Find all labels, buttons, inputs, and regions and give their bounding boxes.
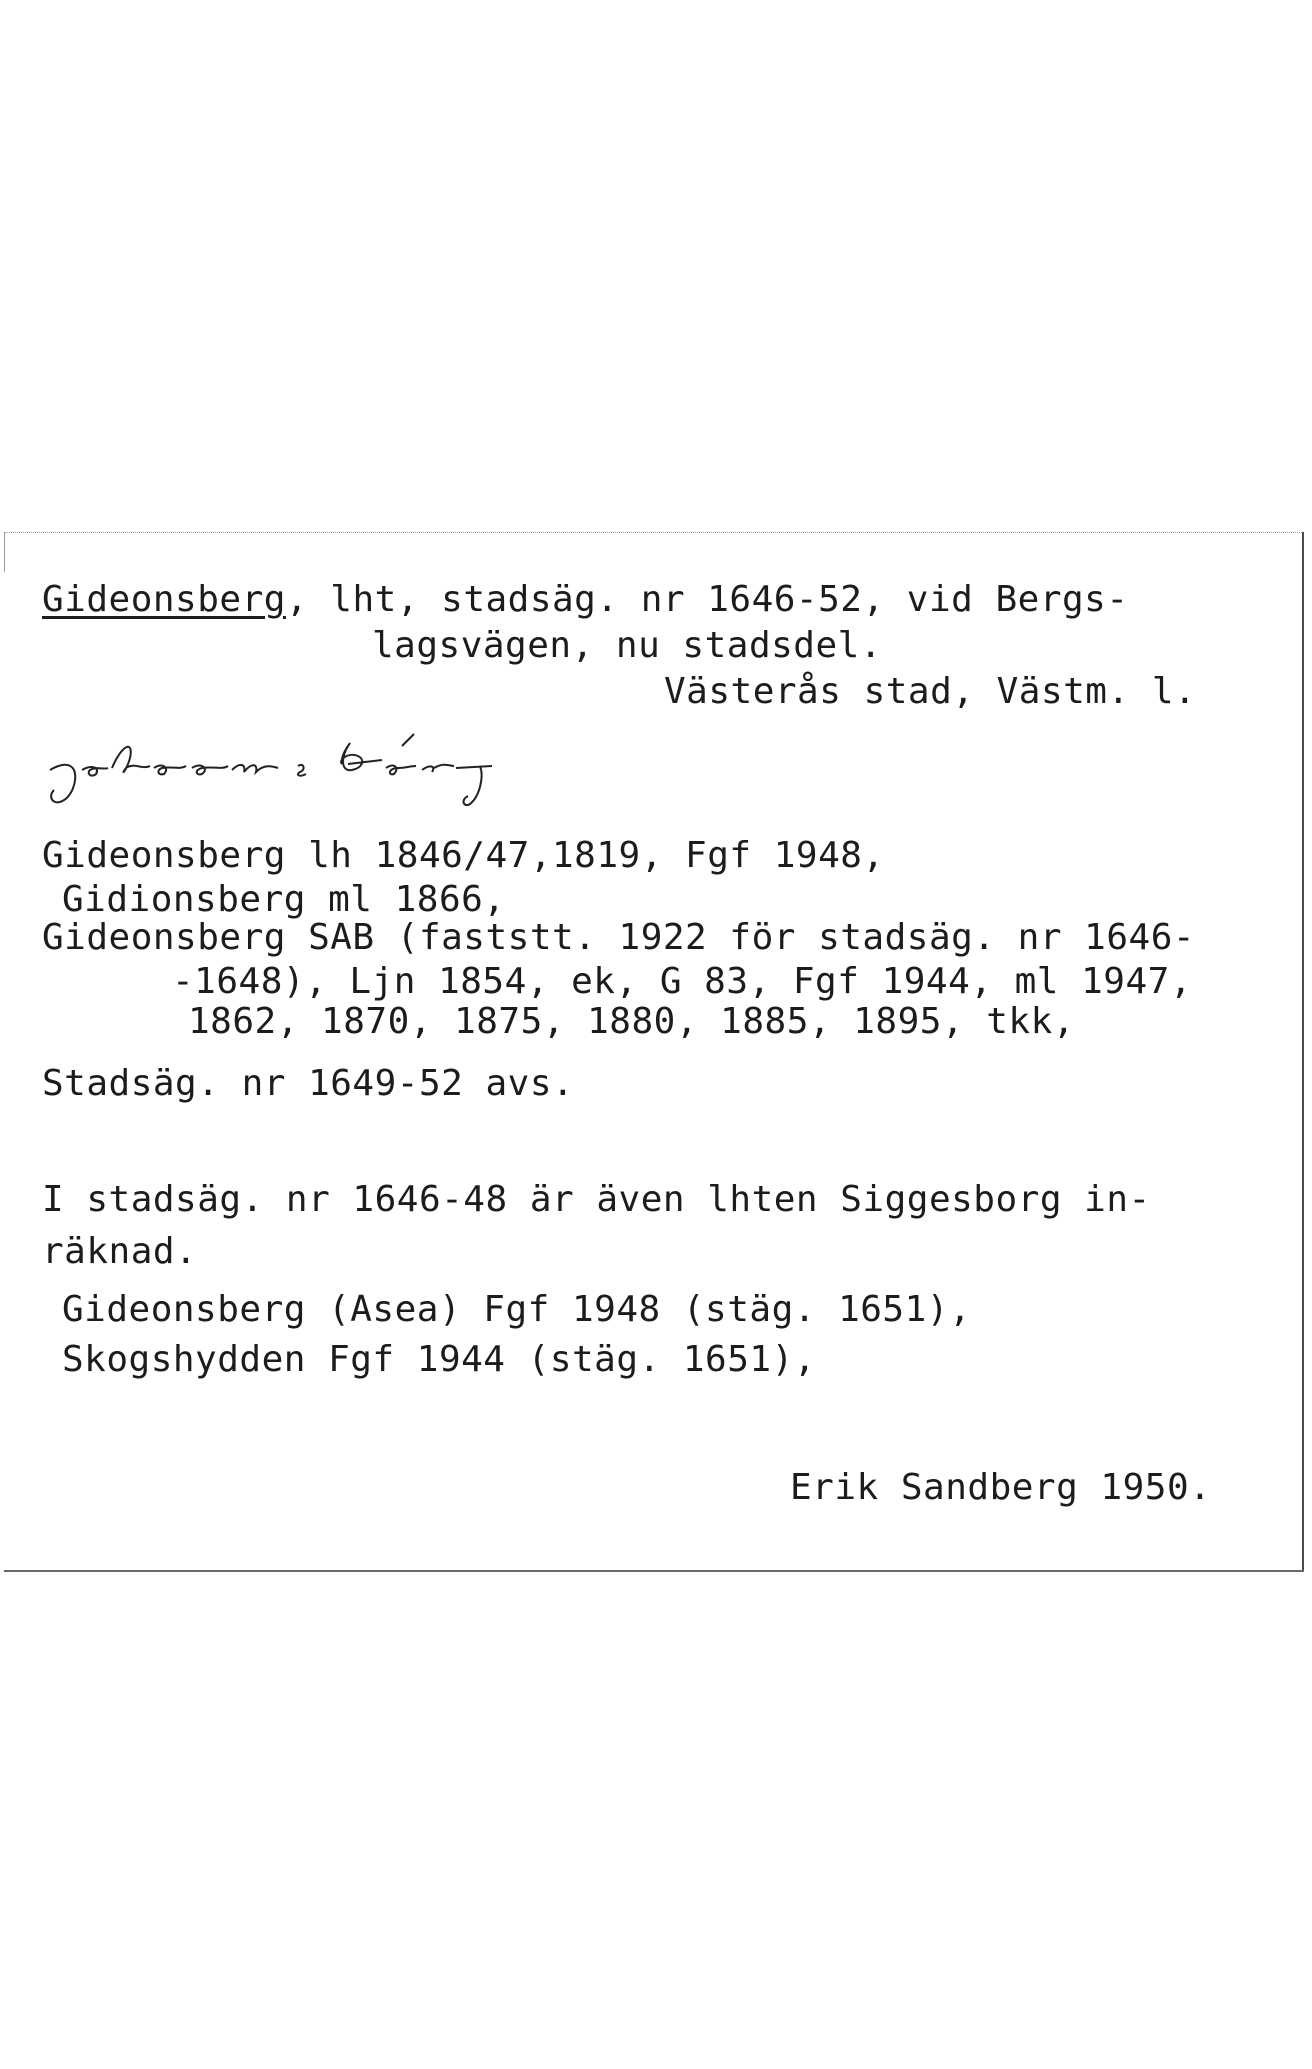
- note-line-3: Gideonsberg (Asea) Fgf 1948 (stäg. 1651),: [62, 1289, 972, 1330]
- handwritten-signature: [42, 712, 562, 812]
- place-name-heading: Gideonsberg: [42, 579, 286, 620]
- record-line-2: Gidionsberg ml 1866,: [62, 879, 506, 920]
- record-line-6: Stadsäg. nr 1649-52 avs.: [42, 1063, 575, 1104]
- card-title-line: [42, 578, 1129, 622]
- card-top-edge: [4, 532, 1304, 533]
- card-right-edge: [1302, 532, 1304, 1572]
- card-bottom-edge: [4, 1570, 1304, 1572]
- header-line-2: lagsvägen, nu stadsdel.: [372, 625, 882, 666]
- record-line-5: 1862, 1870, 1875, 1880, 1885, 1895, tkk,: [188, 1001, 1075, 1042]
- note-line-2: räknad.: [42, 1231, 198, 1272]
- record-line-1: Gideonsberg lh 1846/47,1819, Fgf 1948,: [42, 835, 885, 876]
- place-description: , lht, stadsäg. nr 1646-52, vid Bergs-: [285, 579, 1129, 620]
- index-card: [4, 532, 1304, 1572]
- note-line-4: Skogshydden Fgf 1944 (stäg. 1651),: [62, 1339, 816, 1380]
- note-line-1: I stadsäg. nr 1646-48 är även lhten Siggesborg in-: [42, 1179, 1151, 1220]
- header-line-3: Västerås stad, Västm. l.: [664, 671, 1197, 712]
- card-left-edge: [4, 532, 5, 572]
- author-signature: Erik Sandberg 1950.: [790, 1467, 1212, 1508]
- record-line-4: -1648), Ljn 1854, ek, G 83, Fgf 1944, ml 1947,: [172, 961, 1192, 1002]
- record-line-3: Gideonsberg SAB (faststt. 1922 för stadsäg. nr 1646-: [42, 917, 1196, 958]
